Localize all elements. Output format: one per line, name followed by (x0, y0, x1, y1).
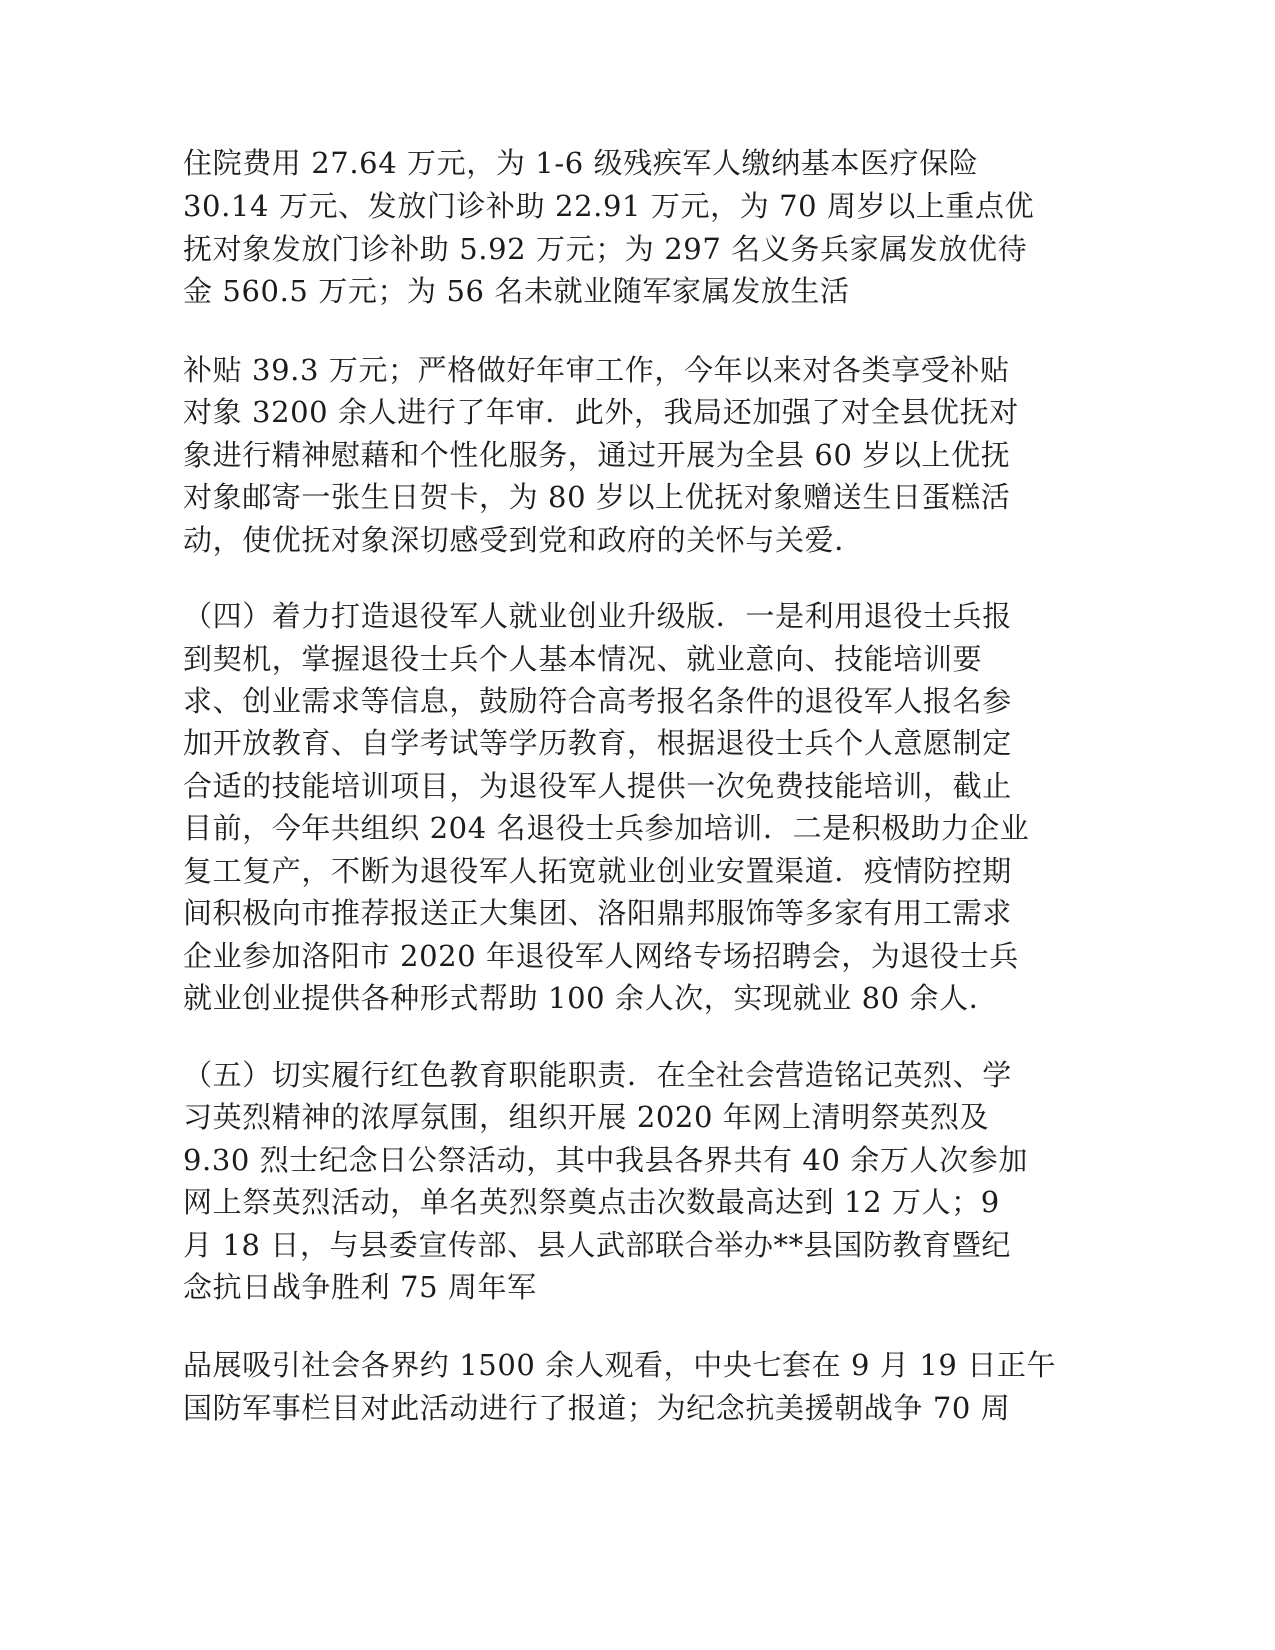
text-line: 9.30 烈士纪念日公祭活动，其中我县各界共有 40 余万人次参加 (183, 1143, 1028, 1177)
text-line: 抚对象发放门诊补助 5.92 万元；为 297 名义务兵家属发放优待 (183, 232, 1028, 266)
text-line: 象进行精神慰藉和个性化服务，通过开展为全县 60 岁以上优抚 (183, 438, 1011, 472)
text-line: 加开放教育、自学考试等学历教育，根据退役士兵个人意愿制定 (183, 726, 1012, 760)
text-line: 间积极向市推荐报送正大集团、洛阳鼎邦服饰等多家有用工需求 (183, 896, 1012, 930)
text-line: 复工复产，不断为退役军人拓宽就业创业安置渠道．疫情防控期 (183, 854, 1012, 888)
text-line: 金 560.5 万元；为 56 名未就业随军家属发放生活 (183, 274, 850, 308)
text-line: 30.14 万元、发放门诊补助 22.91 万元，为 70 周岁以上重点优 (183, 189, 1035, 223)
text-line: 国防军事栏目对此活动进行了报道；为纪念抗美援朝战争 70 周 (183, 1391, 1011, 1425)
text-line: 住院费用 27.64 万元，为 1-6 级残疾军人缴纳基本医疗保险 (183, 146, 979, 180)
text-line: 企业参加洛阳市 2020 年退役军人网络专场招聘会，为退役士兵 (183, 939, 1019, 973)
text-line: 补贴 39.3 万元；严格做好年审工作，今年以来对各类享受补贴 (183, 353, 1010, 387)
text-line: 就业创业提供各种形式帮助 100 余人次，实现就业 80 余人． (183, 981, 999, 1015)
text-line: （四）着力打造退役军人就业创业升级版．一是利用退役士兵报 (183, 599, 1012, 633)
text-line: 合适的技能培训项目，为退役军人提供一次免费技能培训，截止 (183, 769, 1012, 803)
text-line: 习英烈精神的浓厚氛围，组织开展 2020 年网上清明祭英烈及 (183, 1100, 990, 1134)
text-line: 对象 3200 余人进行了年审．此外，我局还加强了对全县优抚对 (183, 395, 1019, 429)
text-line: 对象邮寄一张生日贺卡，为 80 岁以上优抚对象赠送生日蛋糕活 (183, 480, 1011, 514)
text-line: 月 18 日，与县委宣传部、县人武部联合举办**县国防教育暨纪 (183, 1228, 1011, 1262)
text-line: 目前，今年共组织 204 名退役士兵参加培训．二是积极助力企业 (183, 811, 1030, 845)
text-line: （五）切实履行红色教育职能职责．在全社会营造铭记英烈、学 (183, 1058, 1012, 1092)
text-line: 求、创业需求等信息，鼓励符合高考报名条件的退役军人报名参 (183, 684, 1012, 718)
text-line: 到契机，掌握退役士兵个人基本情况、就业意向、技能培训要 (183, 642, 983, 676)
text-line: 念抗日战争胜利 75 周年军 (183, 1270, 537, 1304)
text-line: 动，使优抚对象深切感受到党和政府的关怀与关爱． (183, 523, 864, 557)
text-line: 品展吸引社会各界约 1500 余人观看，中央七套在 9 月 19 日正午 (183, 1348, 1057, 1382)
text-line: 网上祭英烈活动，单名英烈祭奠点击次数最高达到 12 万人；9 (183, 1185, 1000, 1219)
